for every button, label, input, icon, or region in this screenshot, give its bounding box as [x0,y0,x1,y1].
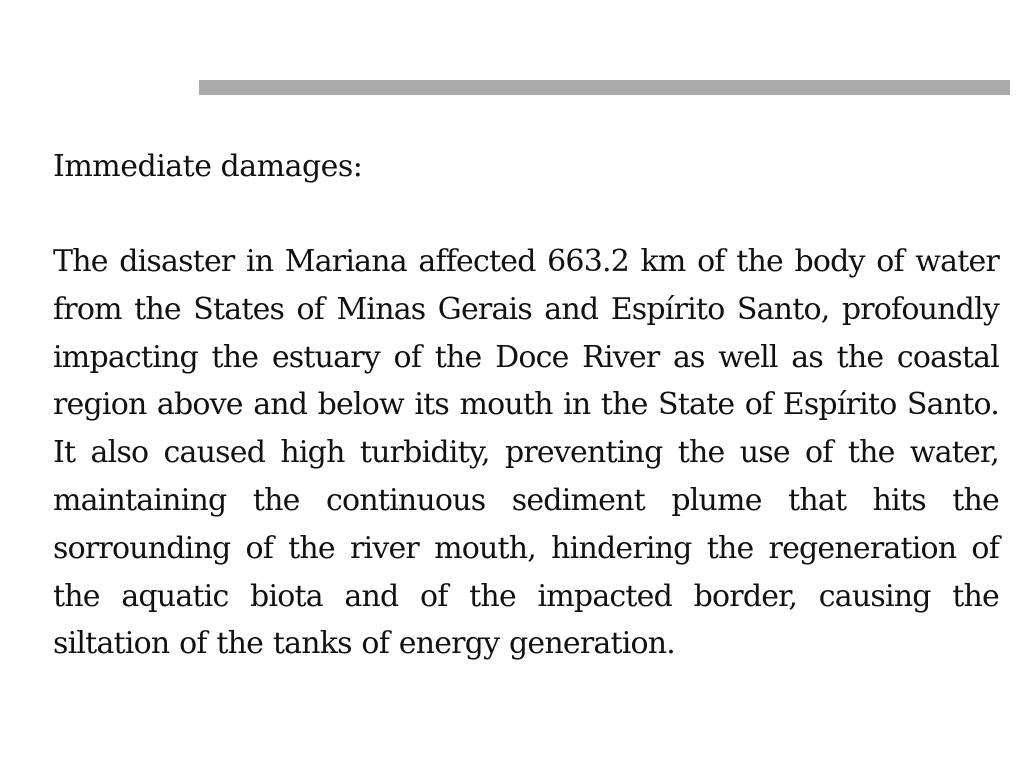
slide-heading: Immediate damages: [53,149,363,184]
slide-body-paragraph: The disaster in Mariana affected 663.2 km of the body of water from the States of Minas Gerais and Espírito Santo, profoundly impacting the estuary of the Doce River as well as the coastal region above and below its mouth in the State of Espírito Santo. It also caused high turbidity, preventing the use of the water, maintaining the continuous sediment plume that hits the sorrounding of the river mouth, hindering the regeneration of the aquatic biota and of the impacted border, causing the siltation of the tanks of energy generation. [53,244,999,662]
decorative-top-rule [199,80,1010,95]
